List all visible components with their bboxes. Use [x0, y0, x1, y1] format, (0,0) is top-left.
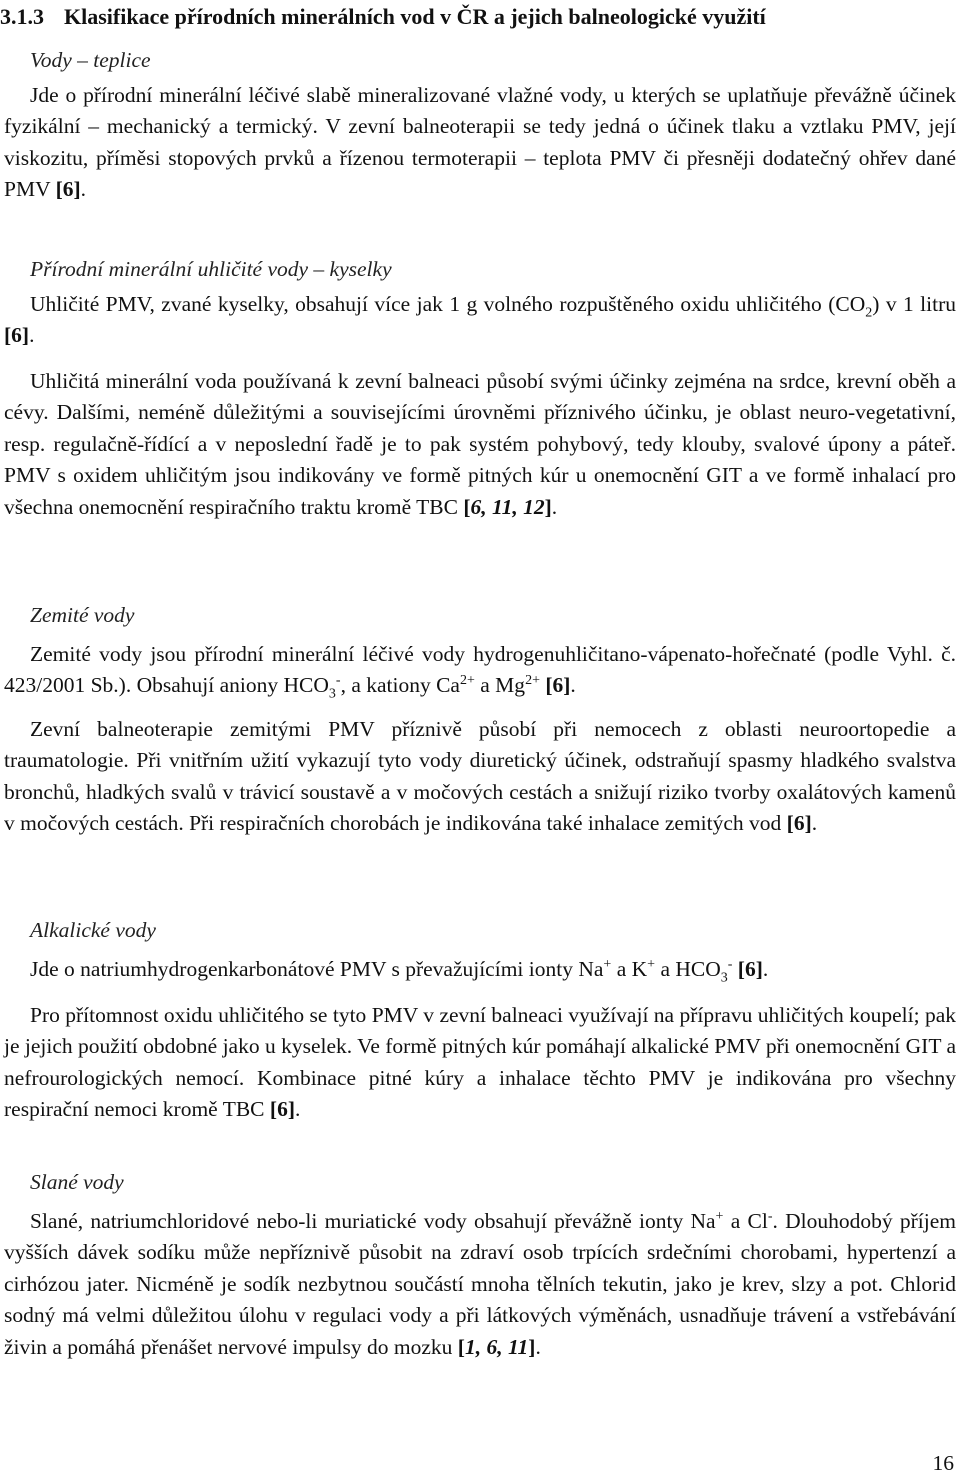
paragraph-slane: Slané, natriumchloridové nebo-li muriatické vody obsahují převážně ionty Na+ a Cl-. Dlouhodobý příjem vyšších dávek sodíku může nepříznivě působit na zdraví osob trpících srdečními chorobami, hypertenzí a cirhózou jater. Nicméně je sodík nezbytnou součástí mnoha tělních tekutin, jako je krev, slzy a pot. Chlorid sodný má velmi důležitou úlohu v regulaci vody a při látkových výměnách, usnadňuje trávení a vstřebávání živin a pomáhá přenášet nervové impulsy do mozku [1, 6, 11].: [4, 1208, 956, 1359]
subheading-teplice: Vody – teplice: [30, 48, 151, 72]
paragraph-alkalicke-2: Pro přítomnost oxidu uhličitého se tyto PMV v zevní balneaci využívají na přípravu uhličitých koupelí; pak je jejich použití obdobné jako u kyselek. Ve formě pitných kúr pomáhají alkalické PMV při onemocnění GIT a nefrourologických nemocí. Kombinace pitné kúry a inhalace těchto PMV je indikována pro všechny respirační nemoci kromě TBC [6].: [4, 1003, 956, 1122]
citation: 6, 11, 12: [470, 494, 545, 519]
paragraph-zemite-2: Zevní balneoterapie zemitými PMV příznivě působí při nemocech z oblasti neuroortopedie a traumatologie. Při vnitřním užití vykazují tyto vody diuretický účinek, odstraňují spasmy hladkého svalstva bronchů, hladkých svalů v trávicí soustavě a v močových cestách a snižují riziko tvorby oxalátových kamenů v močových cestách. Při respiračních chorobách je indikována také inhalace zemitých vod [6].: [4, 717, 956, 836]
citation: [6]: [786, 811, 812, 836]
paragraph-kyselky-2: Uhličitá minerální voda používaná k zevní balneaci působí svými účinky zejména na srdce, krevní oběh a cévy. Dalšími, neméně důležitými a souvisejícími úrovněmi příznivého účinku, je oblast neuro-vegetativní, resp. regulačně-řídící a v neposlední řadě je to pak systém pohybový, tedy klouby, svalové úpony a páteř. PMV s oxidem uhličitým jsou indikovány ve formě pitných kúr u onemocnění GIT a ve formě inhalací pro všechna onemocnění respiračního traktu kromě TBC [6, 11, 12].: [4, 369, 956, 519]
citation: [6]: [737, 957, 763, 981]
citation: [6]: [4, 323, 30, 348]
paragraph-teplice: Jde o přírodní minerální léčivé slabě mineralizované vlažné vody, u kterých se uplatňuje převážně účinek fyzikální – mechanický a termický. V zevní balneoterapii se tedy jedná o účinek tlaku a vztlaku PMV, její viskozitu, příměsi stopových prvků a řízenou termoterapii – teplota PMV či přesněji dodatečný ohřev dané PMV [6].: [4, 83, 956, 202]
subheading-slane: Slané vody: [30, 1170, 124, 1194]
subheading-zemite: Zemité vody: [30, 603, 135, 627]
paragraph-alkalicke-1: Jde o natriumhydrogenkarbonátové PMV s převažujícími ionty Na+ a K+ a $HCO_3^-$ [6].: [30, 956, 769, 986]
citation: 1, 6, 11: [464, 1334, 529, 1359]
citation: [6]: [55, 177, 81, 202]
section-title: Klasifikace přírodních minerálních vod v ČR a jejich balneologické využití: [64, 4, 766, 29]
section-heading: [0, 2, 960, 32]
citation: [6]: [545, 673, 571, 698]
section-number: 3.1.3: [0, 4, 44, 29]
subheading-kyselky: Přírodní minerální uhličité vody – kyselky: [30, 257, 392, 281]
subheading-alkalicke: Alkalické vody: [30, 918, 156, 942]
page-number: 16: [932, 1451, 954, 1475]
paragraph-kyselky-1: Uhličité PMV, zvané kyselky, obsahují více jak 1 g volného rozpuštěného oxidu uhličitého $(CO_2)$ v 1 litru [6].: [4, 292, 956, 348]
citation: [6]: [269, 1097, 295, 1122]
paragraph-zemite-1: Zemité vody jsou přírodní minerální léčivé vody hydrogenuhličitano-vápenato-hořečnaté (podle Vyhl. č. 423/2001 Sb.). Obsahují aniony $HCO_3^-$, a kationy $Ca^{2+}$ a $Mg^{2+}$ [6].: [4, 642, 956, 702]
